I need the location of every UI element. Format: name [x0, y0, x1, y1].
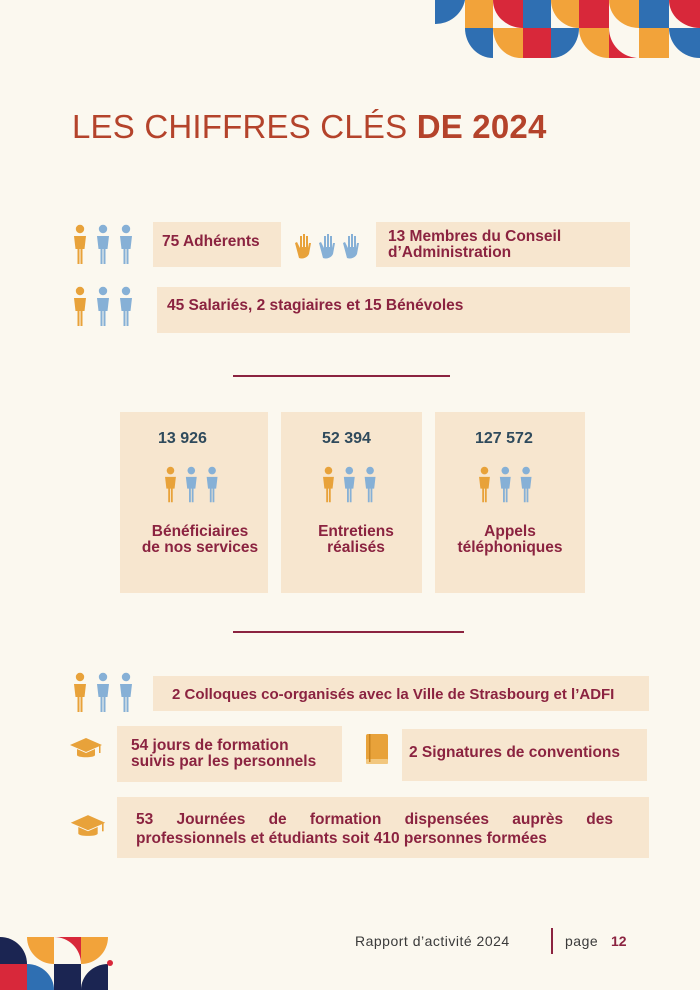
raised-hands-icon — [292, 233, 364, 259]
people-icon — [72, 224, 140, 266]
people-icon — [321, 466, 383, 504]
page-number: 12 — [611, 933, 627, 949]
people-icon — [72, 286, 140, 328]
formation-text — [131, 738, 316, 770]
formation-line-2: suivis par les personnels — [131, 753, 317, 770]
signatures-text: 2 Signatures de conventions — [409, 744, 621, 761]
decorative-pattern-top — [430, 0, 700, 58]
people-icon — [72, 672, 140, 714]
stat-label-beneficiaires — [120, 524, 280, 556]
stat-label-entretiens — [281, 524, 431, 556]
stat-label-appels — [435, 524, 585, 556]
adherents-text: 75 Adhérents — [162, 233, 260, 250]
graduation-cap-icon — [69, 736, 103, 762]
stat-label-beneficiaires-line1: Bénéficiaires — [151, 523, 249, 540]
conseil-line-2: d’Administration — [388, 244, 512, 261]
footer-page-label: page — [565, 933, 599, 949]
title-bold: DE 2024 — [416, 108, 547, 145]
people-icon — [163, 466, 225, 504]
colloques-text: 2 Colloques co-organisés avec la Ville de Strasbourg et l’ADFI — [172, 686, 615, 703]
stat-label-appels-line2: téléphoniques — [457, 539, 563, 556]
stat-number-beneficiaires: 13 926 — [158, 430, 207, 447]
title-light: LES CHIFFRES CLÉS — [72, 108, 417, 145]
conseil-text — [388, 229, 561, 261]
people-icon — [477, 466, 539, 504]
page-title — [72, 108, 547, 146]
stat-label-appels-line1: Appels — [484, 523, 536, 540]
book-icon — [364, 733, 390, 767]
footer-separator — [551, 928, 553, 954]
stat-label-entretiens-line1: Entretiens — [318, 523, 394, 540]
decorative-pattern-bottom — [0, 937, 115, 990]
stat-label-entretiens-line2: réalisés — [327, 539, 385, 556]
divider-1 — [233, 375, 450, 377]
journees-text: 53 Journées de formation dispensées auprès des professionnels et étudiants soit 410 personnes formées — [136, 811, 613, 847]
conseil-line-1: 13 Membres du Conseil — [388, 228, 562, 245]
footer-report-title: Rapport d’activité 2024 — [355, 933, 510, 949]
stat-number-appels: 127 572 — [475, 430, 533, 447]
salaries-text: 45 Salariés, 2 stagiaires et 15 Bénévoles — [167, 297, 464, 314]
divider-2 — [233, 631, 464, 633]
graduation-cap-icon — [69, 813, 107, 841]
formation-line-1: 54 jours de formation — [131, 737, 289, 754]
stat-number-entretiens: 52 394 — [322, 430, 371, 447]
stat-label-beneficiaires-line2: de nos services — [141, 539, 259, 556]
